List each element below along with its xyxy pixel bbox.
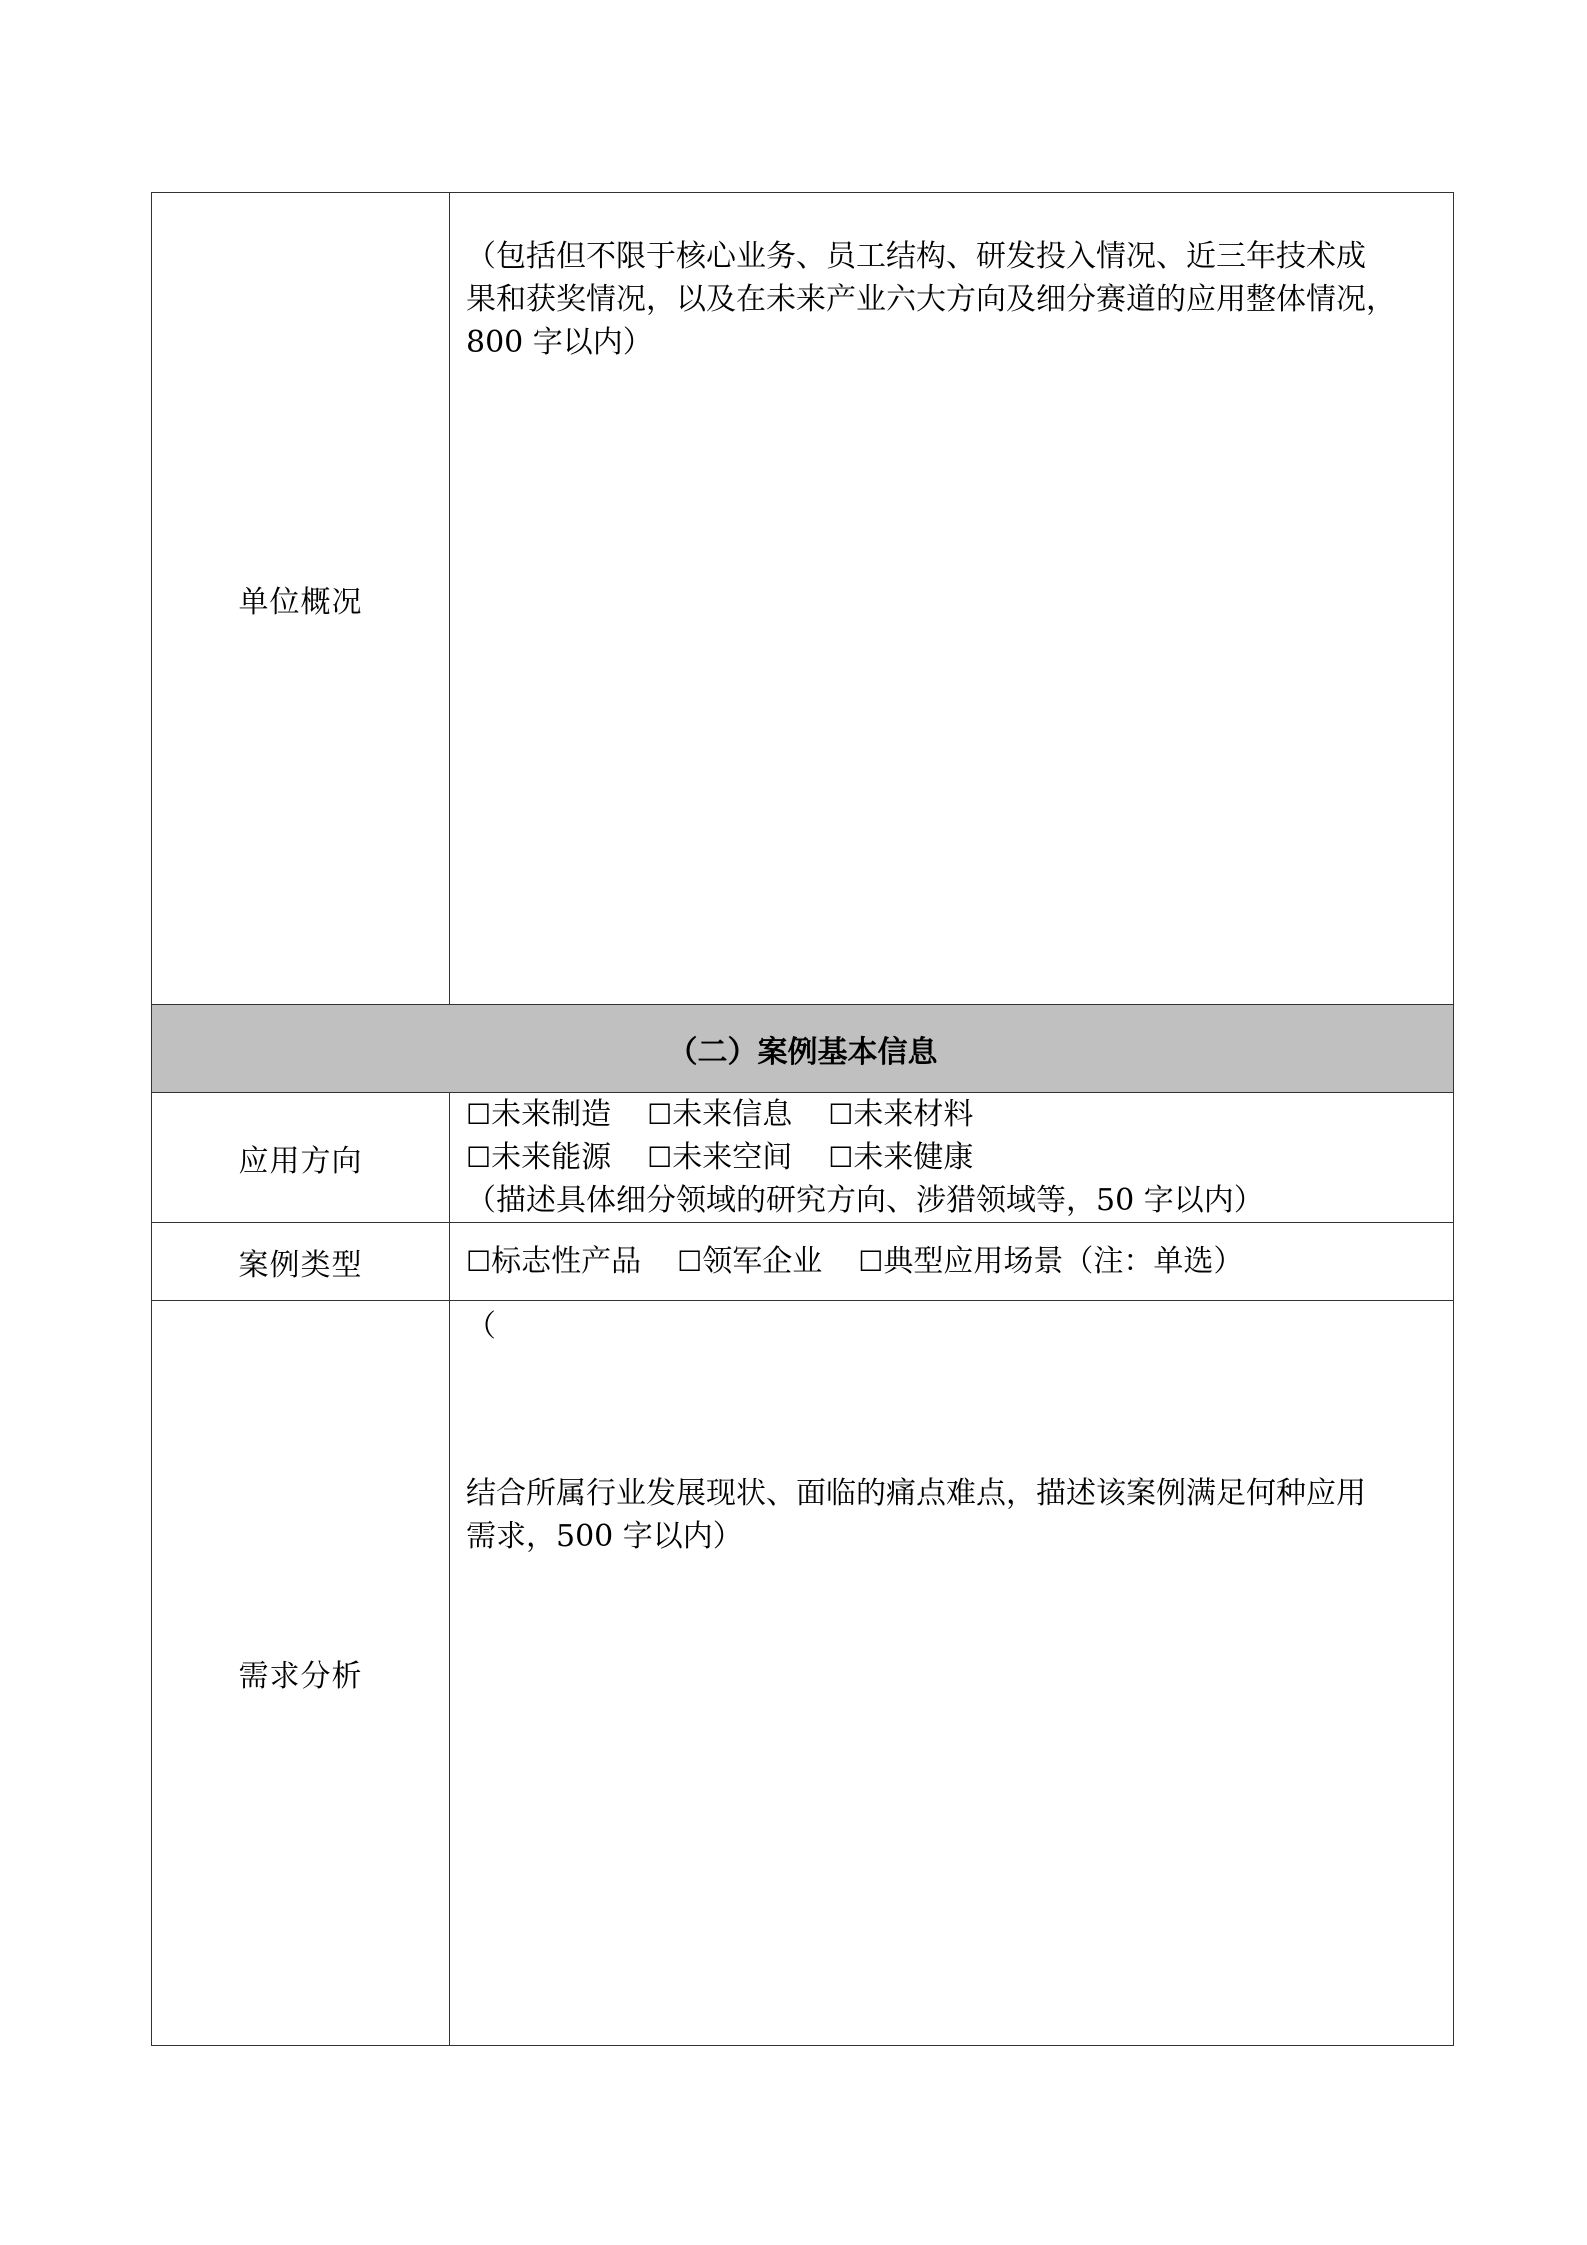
direction-options-row-1 (466, 1093, 1437, 1136)
checkbox-icon[interactable]: ☐ (466, 1098, 492, 1131)
unit-overview-field[interactable] (450, 193, 1454, 1005)
application-direction-label: 应用方向 (152, 1093, 450, 1223)
unit-overview-label: 单位概况 (152, 193, 450, 1005)
demand-analysis-hint-line-1: 结合所属行业发展现状、面临的痛点难点，描述该案例满足何种应用 (466, 1476, 1366, 1511)
case-type-field (450, 1223, 1454, 1301)
unit-overview-hint-line-1: （包括但不限于核心业务、员工结构、研发投入情况、近三年技术成 (466, 239, 1366, 274)
option-label: 未来材料 (853, 1097, 974, 1132)
case-type-label: 案例类型 (152, 1223, 450, 1301)
direction-options-row-2 (466, 1136, 1437, 1179)
direction-option-health[interactable] (828, 1136, 973, 1179)
section-header-title: （二）案例基本信息 (152, 1005, 1454, 1093)
checkbox-icon[interactable]: ☐ (677, 1245, 703, 1278)
option-label: 未来制造 (491, 1097, 612, 1132)
application-form-table (151, 192, 1454, 2046)
demand-analysis-hint-line-2: 需求，500 字以内） (466, 1519, 743, 1554)
application-direction-field (450, 1093, 1454, 1223)
case-type-option-typical-scenario[interactable] (858, 1240, 1243, 1283)
option-label: 标志性产品 (491, 1244, 642, 1279)
direction-option-information[interactable] (647, 1093, 792, 1136)
demand-analysis-label: 需求分析 (152, 1301, 450, 2046)
case-type-option-flagship-product[interactable] (466, 1240, 641, 1283)
unit-overview-hint-line-2: 果和获奖情况，以及在未来产业六大方向及细分赛道的应用整体情况， (466, 282, 1396, 317)
demand-analysis-open-paren: （ (466, 1309, 496, 1344)
checkbox-icon[interactable]: ☐ (828, 1141, 854, 1174)
option-label: 领军企业 (702, 1244, 823, 1279)
checkbox-icon[interactable]: ☐ (466, 1245, 492, 1278)
direction-option-manufacturing[interactable] (466, 1093, 611, 1136)
application-direction-hint: （描述具体细分领域的研究方向、涉猎领域等，50 字以内） (466, 1183, 1264, 1218)
checkbox-icon[interactable]: ☐ (647, 1141, 673, 1174)
option-label: 未来信息 (672, 1097, 793, 1132)
application-direction-row (152, 1093, 1454, 1223)
case-type-row (152, 1223, 1454, 1301)
checkbox-icon[interactable]: ☐ (647, 1098, 673, 1131)
direction-option-space[interactable] (647, 1136, 792, 1179)
option-label: 未来空间 (672, 1140, 793, 1175)
unit-overview-hint-line-3: 800 字以内） (466, 325, 653, 360)
direction-option-materials[interactable] (828, 1093, 973, 1136)
case-type-option-leading-enterprise[interactable] (677, 1240, 822, 1283)
case-type-options (466, 1240, 1437, 1283)
demand-analysis-field[interactable] (450, 1301, 1454, 2046)
demand-analysis-row (152, 1301, 1454, 2046)
section-header-row (152, 1005, 1454, 1093)
option-label: 未来健康 (853, 1140, 974, 1175)
checkbox-icon[interactable]: ☐ (466, 1141, 492, 1174)
checkbox-icon[interactable]: ☐ (828, 1098, 854, 1131)
checkbox-icon[interactable]: ☐ (858, 1245, 884, 1278)
unit-overview-row (152, 193, 1454, 1005)
option-label: 未来能源 (491, 1140, 612, 1175)
direction-option-energy[interactable] (466, 1136, 611, 1179)
option-label: 典型应用场景（注：单选） (883, 1244, 1244, 1279)
